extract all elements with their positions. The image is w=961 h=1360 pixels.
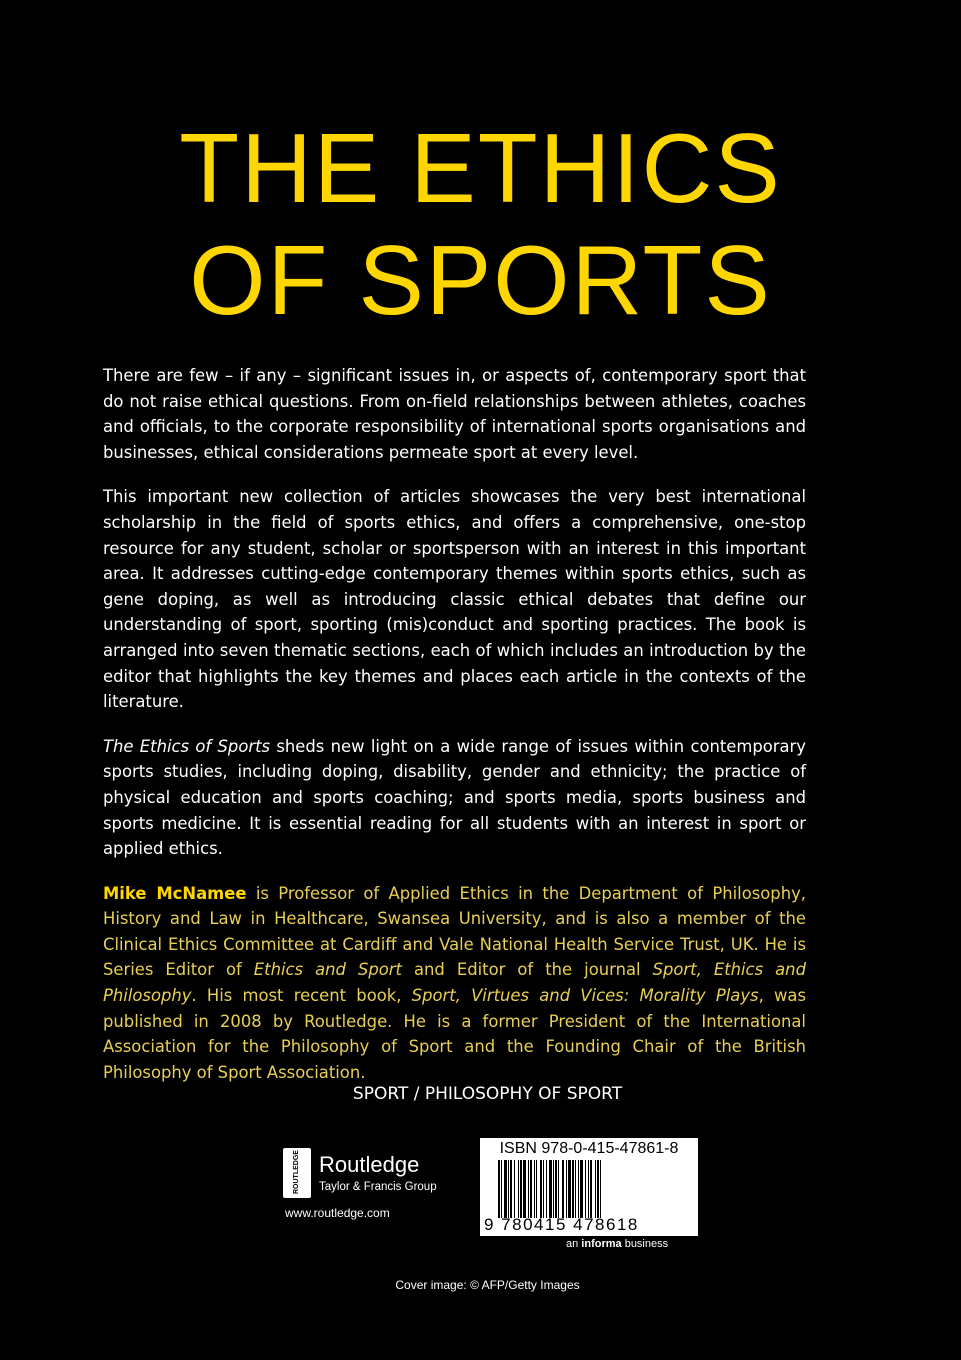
logo-text: ROUTLEDGE bbox=[293, 1150, 300, 1194]
bio-text-4: , was published in 2008 by Routledge. He is a former President of the International Association for the Philosophy of Sport and the Founding Chair of the British Philosophy of Sport Association. bbox=[103, 986, 806, 1082]
publisher-block bbox=[283, 1148, 463, 1228]
bio-journal: Sport, Ethics and Philosophy bbox=[103, 960, 806, 1006]
bio-book: Sport, Virtues and Vices: Morality Plays bbox=[411, 986, 759, 1006]
subject-category: SPORT / PHILOSOPHY OF SPORT bbox=[352, 1084, 623, 1104]
title-line-2: OF SPORTS bbox=[189, 225, 772, 335]
barcode-bars-icon bbox=[498, 1160, 690, 1218]
isbn-barcode bbox=[480, 1138, 698, 1236]
blurb bbox=[103, 363, 806, 1085]
publisher-url[interactable]: www.routledge.com bbox=[285, 1206, 390, 1220]
paragraph-1: There are few – if any – significant issues in, or aspects of, contemporary sport that do not raise ethical questions. From on-field relationships between athletes, coaches and officials, to the corporate responsibility of international sports organisations and businesses, ethical considerations permeate sport at every level. bbox=[103, 366, 806, 462]
publisher-name: Routledge bbox=[319, 1152, 420, 1177]
bio-series: Ethics and Sport bbox=[253, 960, 402, 980]
informa-suffix: business bbox=[621, 1238, 669, 1250]
paragraph-2: This important new collection of articles showcases the very best international scholarship in the field of sports ethics, and offers a comprehensive, one-stop resource for any student, scholar or sportsperson with an interest in this important area. It addresses cutting-edge contemporary themes within sports ethics, such as gene doping, as well as introducing classic ethical debates that define our understanding of sport, sporting (mis)conduct and sporting practices. The book is arranged into seven thematic sections, each of which includes an introduction by the editor that highlights the key themes and places each article in the contexts of the literature. bbox=[103, 487, 806, 712]
author-bio bbox=[103, 881, 806, 1086]
barcode-digits: 9 780415 478618 bbox=[484, 1215, 639, 1234]
bio-text-1: is Professor of Applied Ethics in the Department of Philosophy, History and Law in Healthcare, Swansea University, and is also a member of the Clinical Ethics Committee at Cardiff and Vale National Health Service Trust, UK. He is Series Editor of bbox=[103, 883, 807, 980]
title-line-1: THE ETHICS bbox=[179, 113, 782, 223]
author-name: Mike McNamee bbox=[103, 883, 247, 903]
book-title bbox=[0, 112, 961, 336]
book-title-italic: The Ethics of Sports bbox=[103, 736, 271, 756]
bio-text-2: and Editor of the journal bbox=[401, 960, 653, 980]
paragraph-3-text: sheds new light on a wide range of issues within contemporary sports studies, including doping, disability, gender and ethnicity; the practice of physical education and sports coaching; and sports media, sports business and sports medicine. It is essential reading for all students with an interest in sport or applied ethics. bbox=[103, 736, 806, 859]
informa-brand: informa bbox=[581, 1238, 622, 1250]
publisher-group: Taylor & Francis Group bbox=[319, 1181, 437, 1193]
cover-image-credit: Cover image: © AFP/Getty Images bbox=[395, 1278, 580, 1292]
isbn-number: ISBN 978-0-415-47861-8 bbox=[499, 1140, 679, 1157]
informa-tagline bbox=[566, 1238, 668, 1250]
paragraph-3 bbox=[103, 734, 806, 862]
informa-prefix: an bbox=[566, 1238, 582, 1250]
routledge-logo-icon bbox=[283, 1148, 311, 1198]
bio-text-3: . His most recent book, bbox=[191, 986, 412, 1006]
